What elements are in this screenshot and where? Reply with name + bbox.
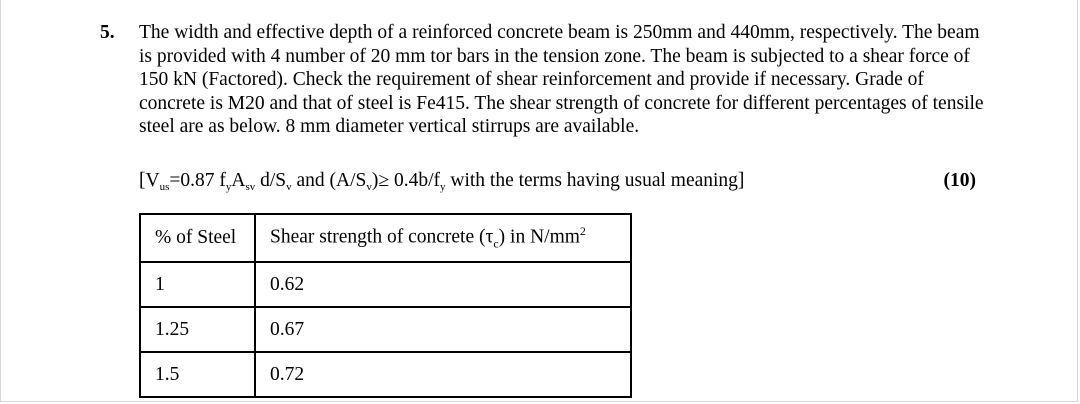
cell-percent-steel: 1.25 [140, 307, 255, 352]
cell-shear-strength: 0.72 [255, 352, 631, 397]
header-shear-strength: Shear strength of concrete $(\tau_c)$ in $N/mm^2$ [255, 214, 631, 262]
cell-shear-strength: 0.67 [255, 307, 631, 352]
question-marks: (10) [943, 170, 976, 191]
cell-shear-strength: 0.62 [255, 262, 631, 307]
cell-percent-steel: 1.5 [140, 352, 255, 397]
header-percent-steel: % of Steel [140, 214, 255, 262]
shear-strength-table [139, 213, 632, 398]
question-number: 5. [100, 22, 115, 43]
table-row [140, 352, 631, 397]
table-row [140, 262, 631, 307]
question-text: The width and effective depth of a reinforced concrete beam is 250mm and 440mm, respectively. The beam is provided with 4 number of 20 mm tor bars in the tension zone. The beam is subjected to a shear force of 150 kN (Factored). Check the requirement of shear reinforcement and provide if necessary. Grade of concrete is M20 and that of steel is Fe415. The shear strength of concrete for different percentages of tensile steel are as below. 8 mm diameter vertical stirrups are available. [139, 22, 984, 137]
cell-percent-steel: 1 [140, 262, 255, 307]
table-header-row [140, 214, 631, 262]
table-row [140, 307, 631, 352]
formula-line: [$V_{us}=0.87$ $f_yA_{sv}$ $d/S_v$ and $(A/S_v)\ge 0.4b/f_y$ with the terms having usual meaning] [139, 170, 745, 193]
